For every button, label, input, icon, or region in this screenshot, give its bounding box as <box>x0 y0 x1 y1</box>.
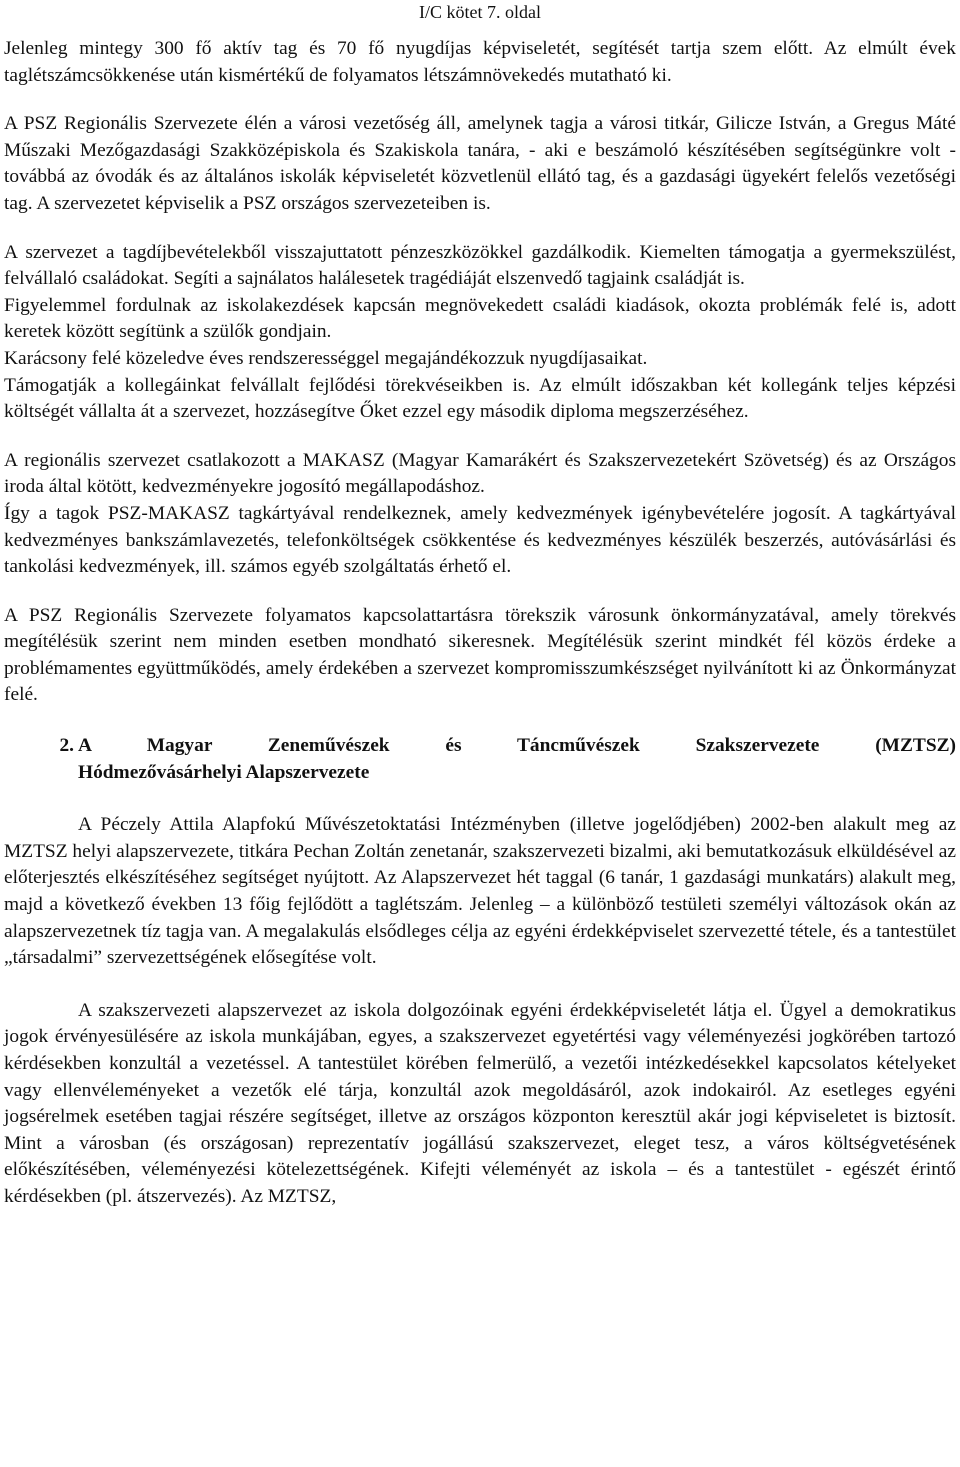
paragraph-development: Támogatják a kollegáinkat felvállalt fejlődési törekvéseikben is. Az elmúlt időszakban két kollegánk teljes képzési költségét vállalta át a szervezet, hozzásegítve Őket ezzel egy második diploma megszerzéséhez. <box>4 374 956 423</box>
paragraph-membership: Jelenleg mintegy 300 fő aktív tag és 70 fő nyugdíjas képviseletét, segítését tartja szem előtt. Az elmúlt évek taglétszámcsökkenése után kismértékű de folyamatos létszámnövekedés mutatható ki. <box>4 38 956 86</box>
section-number: 2. <box>59 735 74 757</box>
paragraph-christmas: Karácsony felé közeledve éves rendszerességgel megajándékozzuk nyugdíjasaikat. <box>4 347 648 369</box>
paragraph-school-support: Figyelemmel fordulnak az iskolakezdések kapcsán megnövekedett családi kiadások, okozta problémák felé is, adott keretek között segítünk a szülők gondjain. <box>4 294 956 343</box>
section-title <box>78 733 956 786</box>
paragraph-membership-card: Így a tagok PSZ-MAKASZ tagkártyával rendelkeznek, amely kedvezmények igénybevételére jogosít. A tagkártyával kedvezményes bankszámlavezetés, telefonköltségek csökkentése és kedvezményes készülék beszerzés, autóvásárlási és tankolási kedvezmények, ill. számos egyéb szolgáltatás érhető el. <box>4 502 956 578</box>
section-heading <box>4 733 956 786</box>
paragraph-finances: A szervezet a tagdíjbevételekből visszajuttatott pénzeszközökkel gazdálkodik. Kiemelten támogatja a gyermekszülést, felvállaló családokat. Segíti a sajnálatos halálesetek tragédiáját elszenvedő tagjaink családját is. <box>4 241 956 290</box>
section-title-line2: Hódmezővásárhelyi Alapszervezete <box>78 761 370 783</box>
section-title-line1: A Magyar Zeneművészek és Táncművészek Szakszervezete (MZTSZ) <box>78 735 956 757</box>
document-page <box>4 0 956 1211</box>
paragraph-mztsz-founding: A Péczely Attila Alapfokú Művészetoktatási Intézményben (illetve jogelődjében) 2002-ben alakult meg az MZTSZ helyi alapszervezete, titkára Pechan Zoltán zenetanár, szakszervezeti bizalmi, aki bemutatkozásuk elküldésével az előterjesztés elkészítéséhez segítséget nyújtott. Az Alapszervezet hét taggal (6 tanár, 1 gazdasági munkatárs) alakult meg, majd a következő években 13 főig fejlődött a taglétszám. Jelenleg – a különböző testületi személyi változások okán az alapszervezetnek tíz tagja van. A megalakulás elsődleges célja az egyéni érdekképviselet szervezetté tétele, és a tantestület „társadalmi” szervezettségének elősegítése volt. <box>4 814 956 969</box>
paragraph-leadership: A PSZ Regionális Szervezete élén a városi vezetőség áll, amelynek tagja a városi titkár, Gilicze István, a Gregus Máté Műszaki Mezőgazdasági Szakközépiskola és Szakiskola tanára, - aki e beszámoló készítésében segítségünkre volt - továbbá az óvodák és az általános iskolák képviseletét közvetlenül ellátó tag, és a gazdasági ügyekért felelős vezetőségi tag. A szervezetet képviselik a PSZ országos szervezeteiben is. <box>4 113 956 214</box>
page-header: I/C kötet 7. oldal <box>419 2 541 22</box>
paragraph-mztsz-role: A szakszervezeti alapszervezet az iskola dolgozóinak egyéni érdekképviseletét látja el. Ügyel a demokratikus jogok érvényesülésére az iskola munkájában, egyes, a szakszervezet egyetértési vagy véleményezési jogkörében tartozó kérdésekben konzultál a vezetéssel. A tantestület körében felmerülő, a vezetői intézkedésekkel kapcsolatos kételyeket vagy ellenvéleményeket a vezetők elé tárja, konzultál azok megoldásáról, azok indokairól. Az esetleges egyéni jogsérelmek esetében tagjai részére segítséget, illetve az országos központon keresztül akár jogi képviseletet is biztosít. Mint a városban (és országosan) reprezentatív jogállású szakszervezet, eleget tesz, a város költségvetésének előkészítésében, véleményezési kötelezettségének. Kifejti véleményét az iskola – és a tantestület - egészét érintő kérdésekben (pl. átszervezés). Az MZTSZ, <box>4 999 956 1207</box>
paragraph-makasz: A regionális szervezet csatlakozott a MAKASZ (Magyar Kamarákért és Szakszervezetekért Szövetség) és az Országos iroda által kötött, kedvezményekre jogosító megállapodáshoz. <box>4 449 956 498</box>
paragraph-municipality: A PSZ Regionális Szervezete folyamatos kapcsolattartásra törekszik városunk önkormányzatával, amely törekvés megítélésük szerint nem minden esetben mondható sikeresnek. Megítélésük szerint mindkét fél közös érdeke a problémamentes együttműködés, amely érdekében a szervezet kompromisszumkészséget nyilvánított ki az Önkormányzat felé. <box>4 604 956 706</box>
